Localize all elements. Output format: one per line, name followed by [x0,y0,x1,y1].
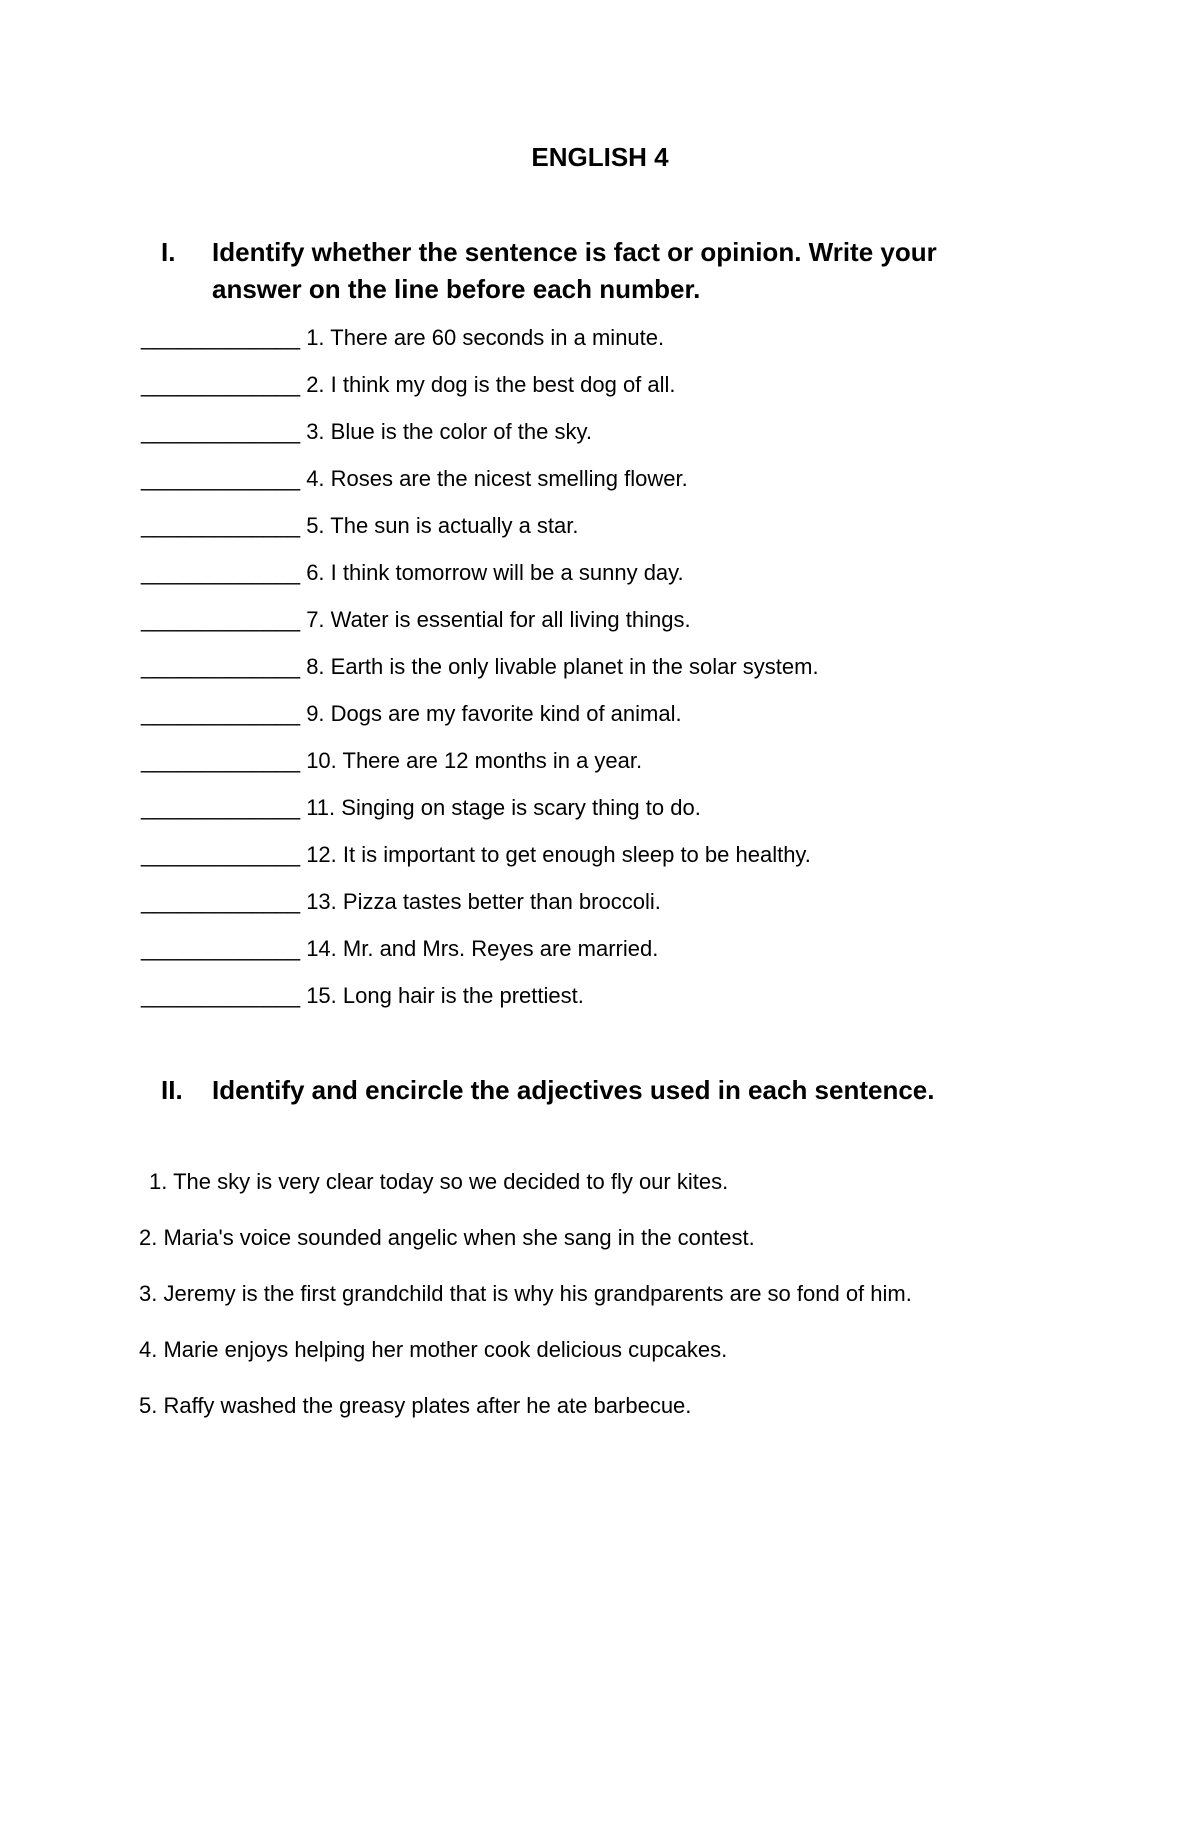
answer-blank[interactable]: _____________ [141,936,301,961]
item-number: 11. [306,795,336,820]
fact-opinion-item-3 [141,417,819,464]
item-text: The sun is actually a star. [330,513,579,538]
fact-opinion-item-5 [141,511,819,558]
answer-blank[interactable]: _____________ [141,419,301,444]
fact-opinion-item-1 [141,323,819,370]
item-number: 13. [306,889,337,914]
fact-opinion-item-8 [141,652,819,699]
answer-blank[interactable]: _____________ [141,701,301,726]
fact-opinion-item-13 [141,887,819,934]
adjective-sentence-5 [139,1391,912,1421]
fact-opinion-item-9 [141,699,819,746]
item-number: 10. [306,748,337,773]
item-text: It is important to get enough sleep to be healthy. [342,842,811,867]
answer-blank[interactable]: _____________ [141,607,301,632]
item-text: Singing on stage is scary thing to do. [341,795,701,820]
answer-blank[interactable]: _____________ [141,372,301,397]
item-number: 14. [306,936,337,961]
item-text: Dogs are my favorite kind of animal. [330,701,682,726]
item-number: 15. [306,983,337,1008]
item-text: Marie enjoys helping her mother cook delicious cupcakes. [163,1337,728,1362]
answer-blank[interactable]: _____________ [141,889,301,914]
item-number: 8. [306,654,325,679]
document-title: ENGLISH 4 [531,142,669,172]
item-text: Pizza tastes better than broccoli. [342,889,661,914]
section-1-numeral: I. [161,237,176,267]
item-number: 1. [149,1169,168,1194]
item-text: Blue is the color of the sky. [330,419,592,444]
item-number: 1. [306,325,325,350]
answer-blank[interactable]: _____________ [141,983,301,1008]
item-text: Jeremy is the first grandchild that is why his grandparents are so fond of him. [163,1281,912,1306]
answer-blank[interactable]: _____________ [141,325,301,350]
answer-blank[interactable]: _____________ [141,560,301,585]
answer-blank[interactable]: _____________ [141,466,301,491]
answer-blank[interactable]: _____________ [141,842,301,867]
adjective-sentence-3 [139,1279,912,1309]
fact-opinion-item-6 [141,558,819,605]
fact-opinion-item-7 [141,605,819,652]
section-1-instruction: Identify whether the sentence is fact or opinion. Write your answer on the line before each number. [212,237,937,304]
item-text: Long hair is the prettiest. [342,983,584,1008]
adjective-sentence-2 [139,1223,912,1253]
fact-opinion-item-15 [141,981,819,1028]
item-text: I think tomorrow will be a sunny day. [330,560,684,585]
item-number: 12. [306,842,337,867]
fact-opinion-item-10 [141,746,819,793]
section-2-numeral: II. [161,1075,183,1105]
item-number: 6. [306,560,325,585]
item-text: There are 60 seconds in a minute. [330,325,665,350]
item-text: Earth is the only livable planet in the solar system. [330,654,819,679]
item-text: Roses are the nicest smelling flower. [330,466,688,491]
adjective-sentence-list [139,1167,912,1421]
section-2-instruction: Identify and encircle the adjectives used in each sentence. [212,1075,935,1105]
answer-blank[interactable]: _____________ [141,654,301,679]
item-number: 5. [139,1393,158,1418]
fact-opinion-item-2 [141,370,819,417]
item-number: 3. [139,1281,158,1306]
fact-opinion-item-11 [141,793,819,840]
item-number: 4. [306,466,325,491]
fact-opinion-item-12 [141,840,819,887]
fact-opinion-item-14 [141,934,819,981]
item-number: 7. [306,607,325,632]
adjective-sentence-4 [139,1335,912,1365]
fact-opinion-item-4 [141,464,819,511]
answer-blank[interactable]: _____________ [141,748,301,773]
item-text: Raffy washed the greasy plates after he ate barbecue. [163,1393,692,1418]
item-text: Water is essential for all living things. [330,607,691,632]
item-number: 4. [139,1337,158,1362]
item-text: Mr. and Mrs. Reyes are married. [342,936,659,961]
item-text: Maria's voice sounded angelic when she sang in the contest. [163,1225,755,1250]
item-number: 2. [139,1225,158,1250]
adjective-sentence-1 [139,1167,912,1197]
answer-blank[interactable]: _____________ [141,513,301,538]
item-number: 9. [306,701,325,726]
fact-opinion-list [141,323,819,1028]
item-number: 3. [306,419,325,444]
item-text: The sky is very clear today so we decided to fly our kites. [173,1169,729,1194]
answer-blank[interactable]: _____________ [141,795,301,820]
item-number: 5. [306,513,325,538]
item-number: 2. [306,372,325,397]
item-text: There are 12 months in a year. [342,748,643,773]
item-text: I think my dog is the best dog of all. [330,372,676,397]
